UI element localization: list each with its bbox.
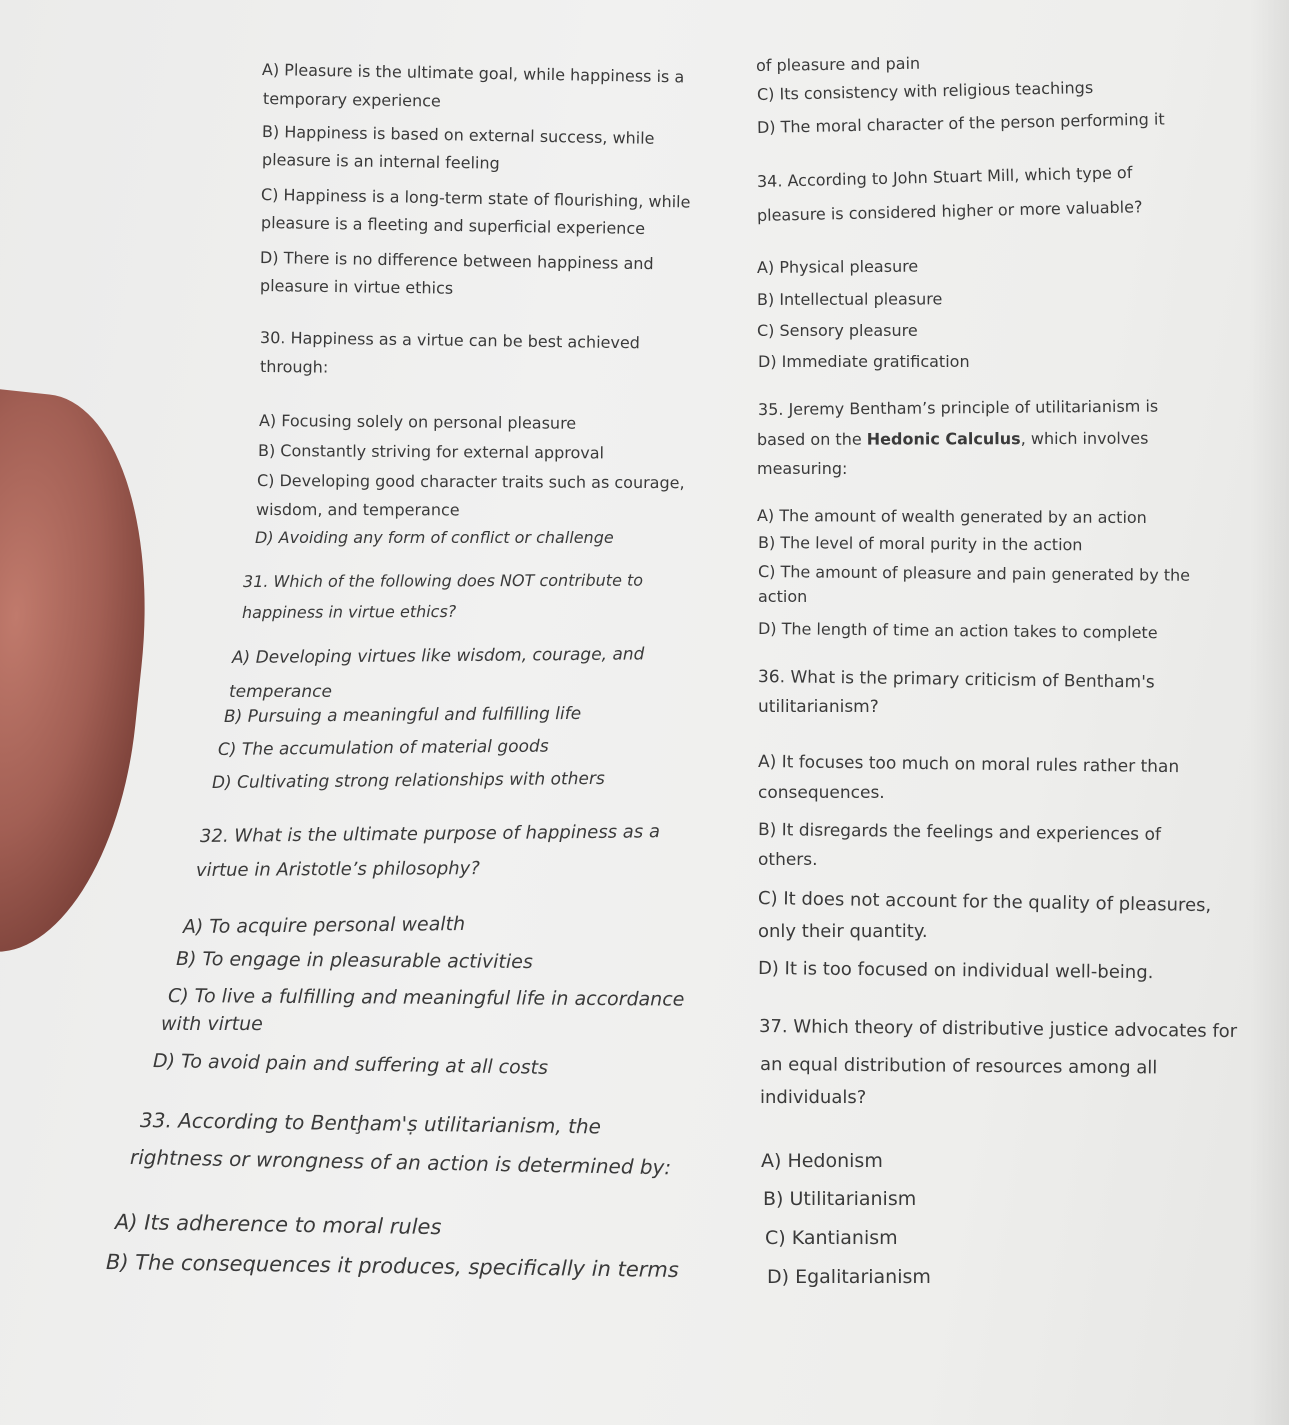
text-line: of pleasure and pain: [755, 53, 921, 75]
option-line: A) Hedonism: [761, 1150, 883, 1172]
option-line: C) Sensory pleasure: [757, 321, 918, 340]
option-line: D) Cultivating strong relationships with others: [211, 768, 605, 793]
option-line: A) To acquire personal wealth: [182, 913, 466, 938]
text-fragment: , which involves: [1020, 428, 1149, 449]
option-line: A) Developing virtues like wisdom, courage, and: [231, 644, 645, 668]
option-line: B) The consequences it produces, specifically in terms: [105, 1250, 679, 1282]
text-line: wisdom, and temperance: [255, 500, 460, 520]
option-line: B) Pursuing a meaningful and fulfilling life: [223, 703, 582, 727]
option-line: A) Focusing solely on personal pleasure: [258, 411, 577, 433]
text-line: temporary experience: [262, 89, 441, 111]
option-line: B) Intellectual pleasure: [756, 289, 943, 309]
option-line: A) It focuses too much on moral rules rather than: [757, 752, 1180, 778]
text-line: an equal distribution of resources among all: [759, 1054, 1158, 1079]
text-line: pleasure is a fleeting and superficial experience: [260, 213, 646, 239]
text-line: B) Happiness is based on external success, while: [261, 122, 655, 148]
question-36: 36. What is the primary criticism of Bentham's: [757, 667, 1155, 693]
question-35: 35. Jeremy Bentham’s principle of utilitarianism is: [757, 396, 1159, 419]
text-line: A) Pleasure is the ultimate goal, while happiness is a: [261, 60, 685, 87]
text-line: utilitarianism?: [758, 697, 879, 717]
text-line: through:: [259, 357, 329, 377]
text-line-hedonic: [757, 429, 1149, 450]
text-fragment: based on the: [756, 429, 867, 449]
text-line: happiness in virtue ethics?: [241, 601, 457, 622]
text-line: rightness or wrongness of an action is determined by:: [129, 1145, 672, 1180]
hedonic-calculus-term: Hedonic Calculus: [866, 429, 1021, 449]
text-line: with virtue: [161, 1013, 263, 1035]
question-32: 32. What is the ultimate purpose of happiness as a: [199, 821, 661, 847]
question-33: 33. According to Bentḩam'ṣ utilitarianism, the: [139, 1108, 602, 1139]
option-line: D) The moral character of the person performing it: [756, 109, 1165, 137]
text-line: D) There is no difference between happiness and: [259, 248, 654, 274]
option-line: C) Developing good character traits such as courage,: [256, 471, 685, 493]
option-line: C) The amount of pleasure and pain generated by the: [757, 562, 1191, 585]
text-line: action: [758, 587, 808, 606]
question-37: 37. Which theory of distributive justice advocates for: [758, 1016, 1238, 1043]
text-line: only their quantity.: [758, 921, 928, 942]
option-line: B) To engage in pleasurable activities: [175, 948, 533, 974]
option-line: B) It disregards the feelings and experiences of: [757, 820, 1162, 845]
option-line: D) Egalitarianism: [767, 1266, 931, 1288]
text-line: consequences.: [758, 783, 885, 803]
option-line: B) Constantly striving for external approval: [257, 441, 605, 463]
option-line: D) It is too focused on individual well-being.: [757, 958, 1154, 984]
option-line: C) Its consistency with religious teachings: [756, 77, 1094, 104]
option-line: C) To live a fulfilling and meaningful life in accordance: [167, 985, 685, 1011]
option-line: A) Its adherence to moral rules: [114, 1210, 442, 1240]
question-34: 34. According to John Stuart Mill, which type of: [756, 162, 1133, 191]
option-line: C) It does not account for the quality of pleasures,: [757, 888, 1212, 917]
text-line: temperance: [229, 682, 332, 702]
text-line: others.: [758, 850, 818, 870]
option-line: B) Utilitarianism: [763, 1188, 917, 1210]
text-line: pleasure is considered higher or more valuable?: [756, 197, 1143, 225]
option-line: B) The level of moral purity in the action: [757, 533, 1083, 555]
text-line: virtue in Aristotle’s philosophy?: [195, 858, 480, 881]
option-line: A) The amount of wealth generated by an action: [756, 506, 1147, 528]
text-line: pleasure in virtue ethics: [259, 276, 454, 298]
option-line: D) Avoiding any form of conflict or challenge: [255, 528, 614, 547]
question-30: 30. Happiness as a virtue can be best achieved: [259, 328, 641, 353]
option-line: A) Physical pleasure: [756, 256, 919, 277]
option-line: C) Kantianism: [765, 1227, 898, 1249]
option-line: D) To avoid pain and suffering at all costs: [152, 1050, 549, 1079]
option-line: D) The length of time an action takes to complete: [757, 619, 1158, 643]
text-line: C) Happiness is a long-term state of flourishing, while: [260, 185, 691, 212]
text-line: measuring:: [757, 459, 848, 478]
question-31: 31. Which of the following does NOT contribute to: [242, 570, 644, 591]
text-line: pleasure is an internal feeling: [261, 150, 500, 173]
text-line: individuals?: [760, 1087, 867, 1108]
option-line: C) The accumulation of material goods: [217, 736, 549, 760]
option-line: D) Immediate gratification: [758, 352, 970, 371]
